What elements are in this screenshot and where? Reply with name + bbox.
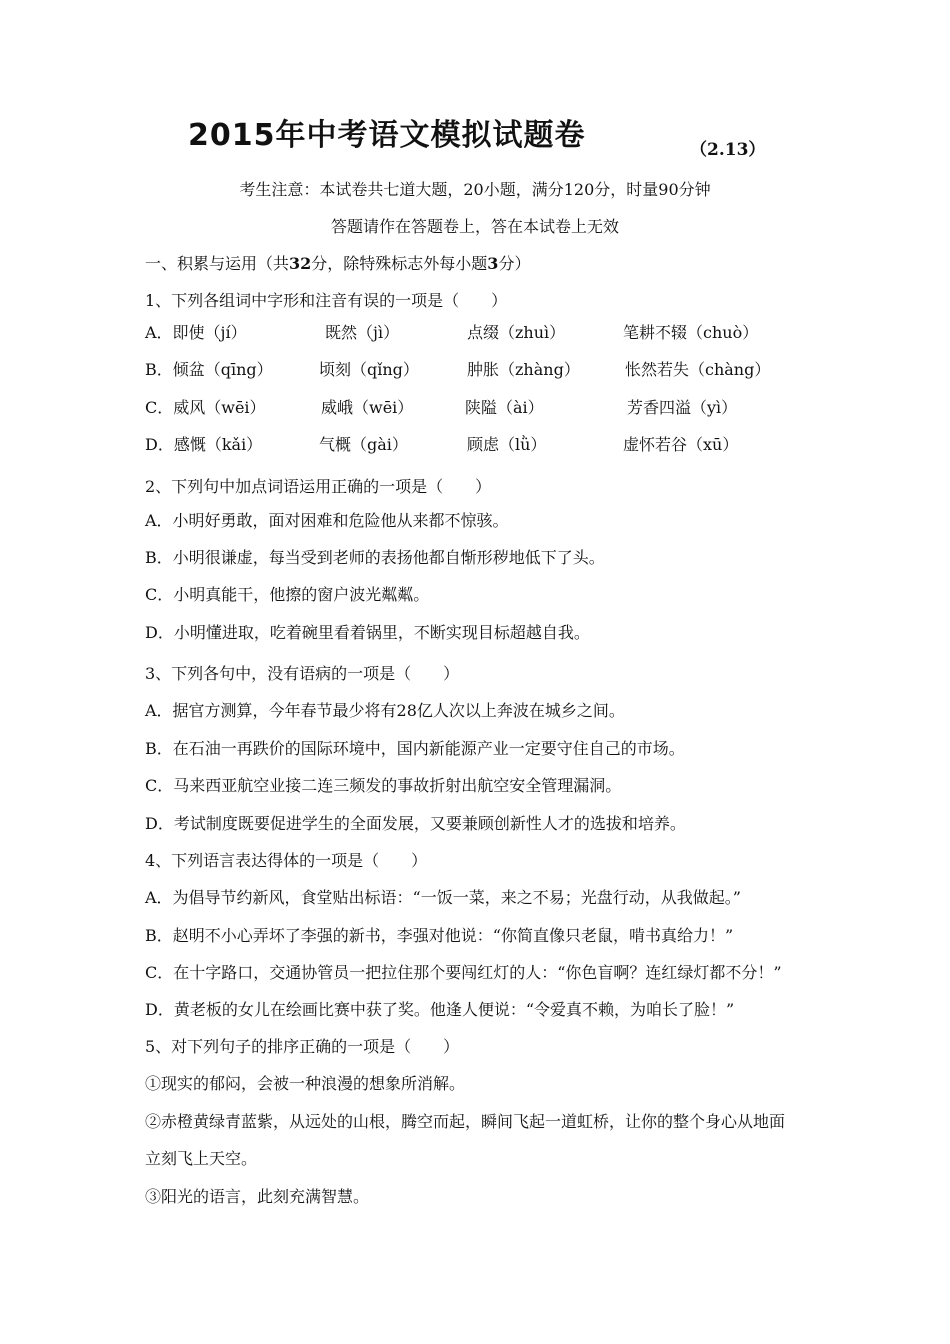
q1-d-3: 顾虑（lǜ） <box>467 435 547 454</box>
question-2-option-a: A．小明好勇敢，面对困难和危险他从来都不惊骇。 <box>145 511 509 530</box>
question-3-option-c: C．马来西亚航空业接二连三频发的事故折射出航空安全管理漏洞。 <box>145 776 622 795</box>
exam-date: （2.13） <box>690 140 766 160</box>
question-1-row-c <box>145 395 805 417</box>
notice-line-1: 考生注意：本试卷共七道大题，20小题，满分120分，时量90分钟 <box>239 180 711 199</box>
q1-c-1: C．威风（wēi） <box>145 398 266 417</box>
question-3-stem: 3、下列各句中，没有语病的一项是（ ） <box>145 664 460 683</box>
question-5-sentence-2b: 立刻飞上天空。 <box>145 1149 258 1168</box>
question-2-option-b: B．小明很谦虚，每当受到老师的表扬他都自惭形秽地低下了头。 <box>145 548 605 567</box>
question-1-row-d <box>145 432 805 454</box>
question-5-sentence-3: ③阳光的语言，此刻充满智慧。 <box>145 1187 370 1206</box>
question-2-option-d: D．小明懂进取，吃着碗里看着锅里，不断实现目标超越自我。 <box>145 623 590 642</box>
q1-a-1: A．即使（jí） <box>145 323 247 342</box>
section-1-score: 32 <box>289 254 312 273</box>
question-4-option-c: C．在十字路口，交通协管员一把拉住那个要闯红灯的人：“你色盲啊？连红绿灯都不分！” <box>145 963 782 982</box>
question-3-option-d: D．考试制度既要促进学生的全面发展，又要兼顾创新性人才的选拔和培养。 <box>145 814 686 833</box>
q1-a-2: 既然（jì） <box>325 323 400 342</box>
question-4-option-a: A．为倡导节约新风，食堂贴出标语：“一饭一菜，来之不易；光盘行动，从我做起。” <box>145 888 741 907</box>
q1-b-1: B．倾盆（qīng） <box>145 360 273 379</box>
question-2-stem: 2、下列句中加点词语运用正确的一项是（ ） <box>145 477 492 496</box>
q1-a-4: 笔耕不辍（chuò） <box>623 323 759 342</box>
question-3-option-a: A．据官方测算，今年春节最少将有28亿人次以上奔波在城乡之间。 <box>145 701 625 720</box>
q1-b-4: 怅然若失（chàng） <box>625 360 771 379</box>
question-2-option-c: C．小明真能干，他擦的窗户波光粼粼。 <box>145 585 430 604</box>
question-4-option-d: D．黄老板的女儿在绘画比赛中获了奖。他逢人便说：“令爱真不赖，为咱长了脸！” <box>145 1000 735 1019</box>
page-title: 2015年中考语文模拟试题卷 <box>188 118 586 153</box>
question-1-row-a <box>145 320 805 342</box>
section-1-pre: 一、积累与运用（共 <box>145 254 290 273</box>
question-5-sentence-2a: ②赤橙黄绿青蓝紫，从远处的山根，腾空而起，瞬间飞起一道虹桥，让你的整个身心从地面 <box>145 1112 786 1131</box>
question-4-stem: 4、下列语言表达得体的一项是（ ） <box>145 851 428 870</box>
q1-a-3: 点缀（zhuì） <box>467 323 566 342</box>
question-5-sentence-1: ①现实的郁闷，会被一种浪漫的想象所消解。 <box>145 1074 466 1093</box>
section-1-mid: 分，除特殊标志外每小题 <box>311 254 488 273</box>
question-4-option-b: B．赵明不小心弄坏了李强的新书，李强对他说：“你简直像只老鼠，啃书真给力！” <box>145 926 734 945</box>
q1-b-2: 顷刻（qǐng） <box>319 360 419 379</box>
q1-b-3: 肿胀（zhàng） <box>467 360 580 379</box>
section-1-each: 3 <box>487 254 499 273</box>
q1-d-4: 虚怀若谷（xū） <box>623 435 739 454</box>
question-5-stem: 5、对下列句子的排序正确的一项是（ ） <box>145 1037 460 1056</box>
question-1-stem: 1、下列各组词中字形和注音有误的一项是（ ） <box>145 291 508 310</box>
question-1-row-b <box>145 357 805 379</box>
section-1-heading <box>145 251 530 274</box>
q1-c-4: 芳香四溢（yì） <box>627 398 738 417</box>
question-3-option-b: B．在石油一再跌价的国际环境中，国内新能源产业一定要守住自己的市场。 <box>145 739 685 758</box>
notice-line-2: 答题请作在答题卷上，答在本试卷上无效 <box>330 217 619 236</box>
q1-c-3: 陕隘（ài） <box>465 398 544 417</box>
q1-c-2: 威峨（wēi） <box>321 398 414 417</box>
section-1-post: 分） <box>498 254 531 273</box>
q1-d-1: D．感慨（kǎi） <box>145 435 263 454</box>
q1-d-2: 气概（gài） <box>319 435 408 454</box>
